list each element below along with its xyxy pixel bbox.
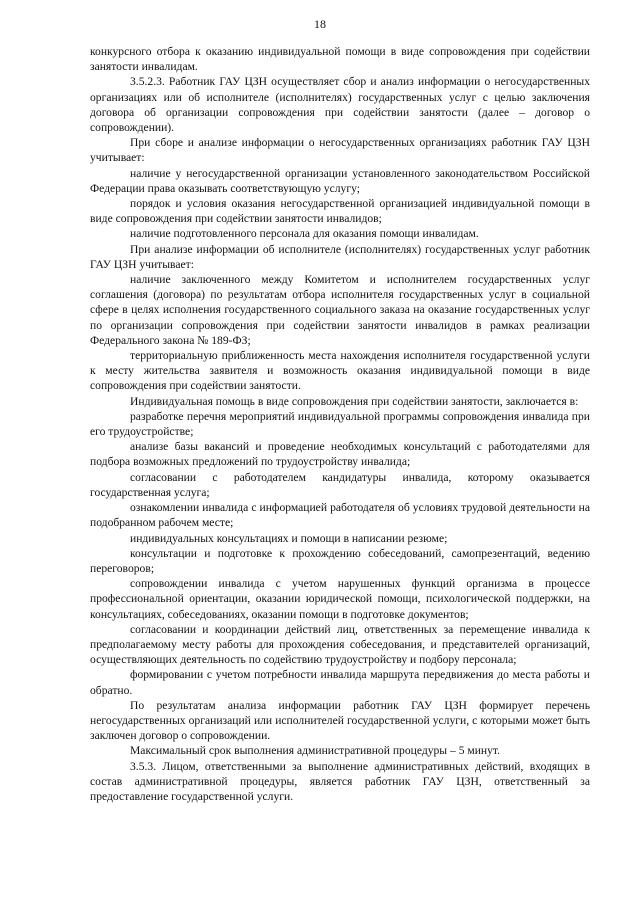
paragraph: формировании с учетом потребности инвалида маршрута передвижения до места работы и обратно.	[90, 668, 590, 697]
paragraph: разработке перечня мероприятий индивидуальной программы сопровождения инвалида при его трудоустройстве;	[90, 409, 590, 439]
paragraph: порядок и условия оказания негосударственной организацией индивидуальной помощи в виде сопровождения при содействии занятости инвалидов;	[90, 197, 590, 226]
paragraph: консультации и подготовке к прохождению собеседований, самопрезентаций, ведению переговоров;	[90, 546, 590, 575]
paragraph: Индивидуальная помощь в виде сопровождения при содействии занятости, заключается в:	[130, 394, 579, 408]
paragraph: 3.5.3. Лицом, ответственными за выполнение административных действий, входящих в состав административной процедуры, является работник ГАУ ЦЗН, ответственный за предоставление государственной услуги.	[90, 759, 590, 803]
paragraph: анализе базы вакансий и проведение необходимых консультаций с работодателями для подбора возможных предложений по трудоустройству инвалида;	[90, 440, 590, 469]
paragraph: согласовании и координации действий лиц, ответственных за перемещение инвалида к предполагаемому месту работы для прохождения собеседования, и представителей организаций, осуществляющих деятельность по содействию трудоустройству и подбору персонала;	[90, 622, 590, 667]
paragraph: При анализе информации об исполнителе (исполнителях) государственных услуг работник ГАУ ЦЗН учитывает:	[90, 242, 590, 271]
paragraph: сопровождении инвалида с учетом нарушенных функций организма в процессе профессиональной ориентации, оказании юридической помощи, психологической поддержки, на консультациях, собеседованиях, оказании помощи в подготовке документов;	[90, 577, 590, 621]
paragraph: 3.5.2.3. Работник ГАУ ЦЗН осуществляет сбор и анализ информации о негосударственных организациях или об исполнителе (исполнителях) государственных услуг с целью заключения договора об организации сопровождения при содействии занятости (далее – договор о сопровождении).	[90, 75, 590, 135]
paragraph: наличие у негосударственной организации установленного законодательством Российской Федерации права оказывать соответствующую услугу;	[90, 166, 590, 195]
paragraph: территориальную приближенность места нахождения исполнителя государственной услуги к месту жительства заявителя и возможность оказания индивидуальной помощи в виде сопровождения при содействии занятости.	[90, 349, 590, 393]
paragraph: Максимальный срок выполнения административной процедуры – 5 минут.	[130, 744, 501, 758]
paragraph: индивидуальных консультациях и помощи в написании резюме;	[130, 531, 448, 545]
paragraph: наличие заключенного между Комитетом и исполнителем государственных услуг соглашения (договора) по результатам отбора исполнителя государственных услуг в социальной сфере в целях исполнения государственного социального заказа на оказание государственных услуг по организации сопровождения при содействии занятости инвалидов в рамках реализации Федерального закона № 189-ФЗ;	[90, 273, 590, 347]
document-body	[90, 44, 590, 804]
paragraph: По результатам анализа информации работник ГАУ ЦЗН формирует перечень негосударственных организаций или исполнителей государственной услуги, с которыми может быть заключен договор о сопровождении.	[90, 698, 590, 743]
paragraph: наличие подготовленного персонала для оказания помощи инвалидам.	[130, 227, 479, 241]
paragraph: При сборе и анализе информации о негосударственных организациях работник ГАУ ЦЗН учитывает:	[90, 136, 590, 165]
page-number: 18	[314, 17, 326, 31]
paragraph: ознакомлении инвалида с информацией работодателя об условиях трудовой деятельности на подобранном рабочем месте;	[90, 501, 590, 530]
paragraph: согласовании с работодателем кандидатуры инвалида, которому оказывается государственная услуга;	[90, 470, 590, 499]
paragraph: конкурсного отбора к оказанию индивидуальной помощи в виде сопровождения при содействии занятости инвалидам.	[90, 45, 590, 74]
